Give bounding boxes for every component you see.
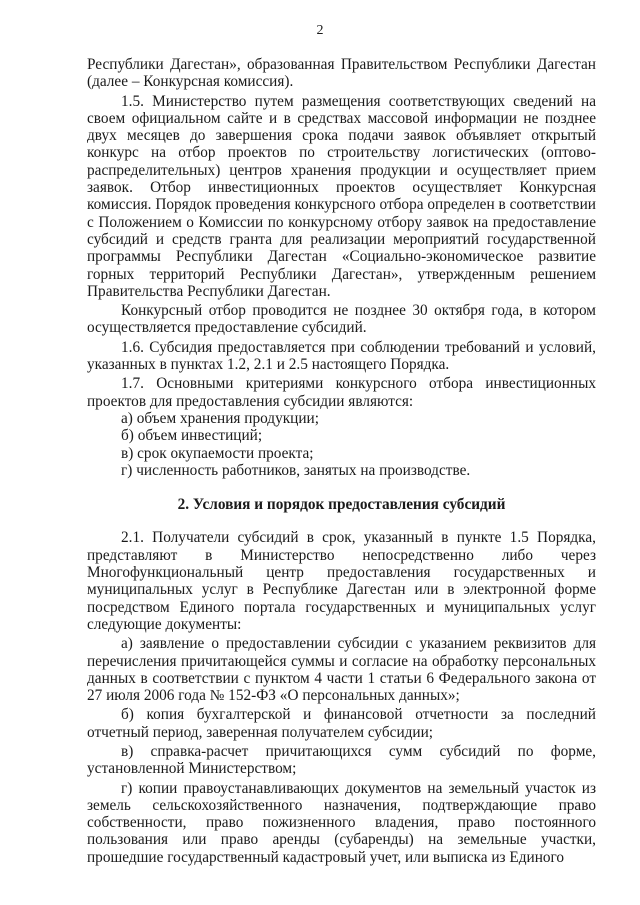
document-item-d: г) копии правоустанавливающих документов на земельный участок из земель сельскохозяйственного назначения, подтверждающие право собственности, право пожизненного владения, право постоянного пользования или право аренды (субаренды) на земельные участки, прошедшие государственный кадастровый учет, или выписка из Единого: [87, 779, 596, 866]
document-item-c: в) справка-расчет причитающихся сумм субсидий по форме, установленной Министерством;: [87, 742, 596, 778]
page-number: 2: [316, 23, 324, 38]
criteria-item-d: г) численность работников, занятых на производстве.: [121, 461, 471, 479]
paragraph-2-1: 2.1. Получатели субсидий в срок, указанный в пункте 1.5 Порядка, представляют в Министерство непосредственно либо через Многофункциональный центр предоставления государственных и муниципальных услуг в Республике Дагестан или в электронной форме посредством Единого портала государственных и муниципальных услуг следующие документы:: [87, 529, 596, 633]
paragraph-1-6: 1.6. Субсидия предоставляется при соблюдении требований и условий, указанных в пунктах 1.2, 2.1 и 2.5 настоящего Порядка.: [87, 338, 596, 374]
document-item-b: б) копия бухгалтерской и финансовой отчетности за последний отчетный период, заверенная получателем субсидии;: [87, 706, 596, 741]
paragraph-1-5: 1.5. Министерство путем размещения соответствующих сведений на своем официальном сайте и в средствах массовой информации не позднее двух месяцев до завершения срока подачи заявок объявляет открытый конкурс на отбор проектов по строительству логистических (оптово-распределительных) центров хранения продукции и осуществляет прием заявок. Отбор инвестиционных проектов осуществляет Конкурсная комиссия. Порядок проведения конкурсного отбора определен в соответствии с Положением о Комиссии по конкурсному отбору заявок на предоставление субсидий и средств гранта для реализации мероприятий государственной программы Республики Дагестан «Социально-экономическое развитие горных территорий Республики Дагестан», утвержденным решением Правительства Республики Дагестан.: [87, 92, 596, 300]
criteria-item-c: в) срок окупаемости проекта;: [121, 444, 314, 462]
document-body: [87, 56, 596, 866]
criteria-item-b: б) объем инвестиций;: [121, 427, 263, 445]
paragraph-contest-deadline: Конкурсный отбор проводится не позднее 30 октября года, в котором осуществляется предоставление субсидий.: [87, 302, 596, 337]
paragraph-1-7: 1.7. Основными критериями конкурсного отбора инвестиционных проектов для предоставления субсидии являются:: [87, 375, 596, 410]
paragraph: Республики Дагестан», образованная Правительством Республики Дагестан (далее – Конкурсная комиссия).: [87, 56, 596, 91]
section-heading: 2. Условия и порядок предоставления субсидий: [177, 496, 506, 514]
document-item-a: а) заявление о предоставлении субсидии с указанием реквизитов для перечисления причитающейся суммы и согласие на обработку персональных данных в соответствии с пунктом 4 части 1 статьи 6 Федерального закона от 27 июля 2006 года № 152-ФЗ «О персональных данных»;: [87, 635, 596, 705]
criteria-item-a: а) объем хранения продукции;: [121, 409, 319, 427]
